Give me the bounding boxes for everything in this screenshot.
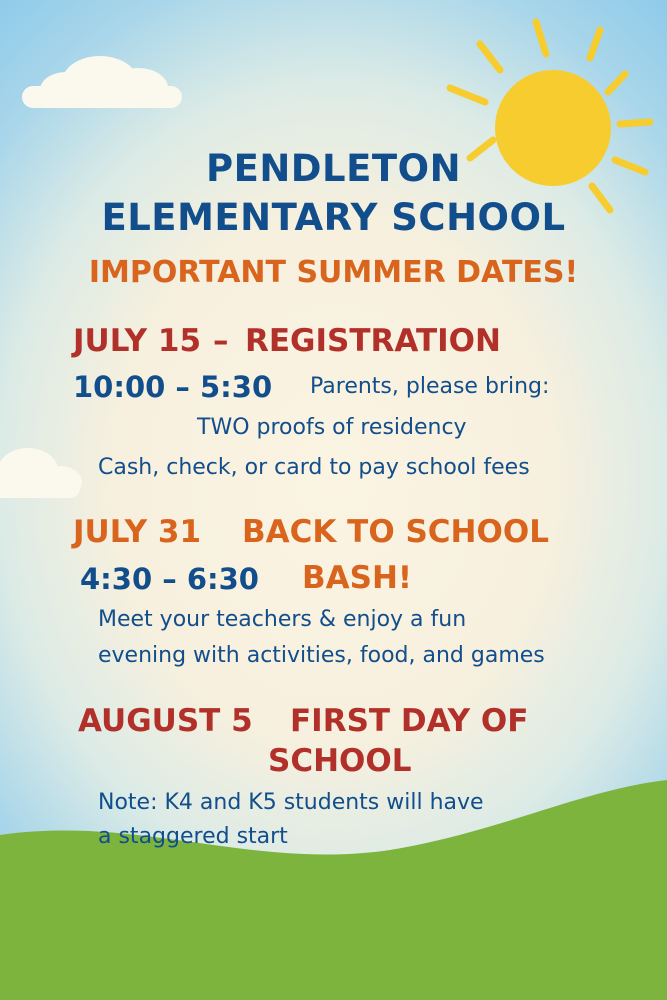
event-title: BACK TO SCHOOL xyxy=(242,514,549,550)
cloud-icon xyxy=(22,56,182,108)
event-detail: Note: K4 and K5 students will have xyxy=(98,790,484,815)
page-title-line2: ELEMENTARY SCHOOL xyxy=(101,196,566,239)
event-separator: – xyxy=(213,323,229,359)
event-date: AUGUST 5 xyxy=(78,703,253,739)
event-date: JULY 31 xyxy=(73,514,202,550)
event-detail: a staggered start xyxy=(98,824,288,849)
subtitle: IMPORTANT SUMMER DATES! xyxy=(88,255,579,290)
cloud-icon xyxy=(0,448,82,498)
event-title-cont: SCHOOL xyxy=(268,743,412,779)
event-title: FIRST DAY OF xyxy=(290,703,529,739)
event-intro: Parents, please bring: xyxy=(310,374,550,399)
event-title-cont: BASH! xyxy=(302,560,413,596)
event-detail: Meet your teachers & enjoy a fun xyxy=(98,607,467,632)
event-detail: evening with activities, food, and games xyxy=(98,643,545,668)
event-time: 4:30 – 6:30 xyxy=(80,562,259,596)
event-title: REGISTRATION xyxy=(245,323,501,359)
event-detail: Cash, check, or card to pay school fees xyxy=(98,455,530,480)
event-time: 10:00 – 5:30 xyxy=(73,370,273,404)
page-title-line1: PENDLETON xyxy=(205,147,462,190)
event-date: JULY 15 xyxy=(73,323,202,359)
event-detail: TWO proofs of residency xyxy=(197,415,467,440)
